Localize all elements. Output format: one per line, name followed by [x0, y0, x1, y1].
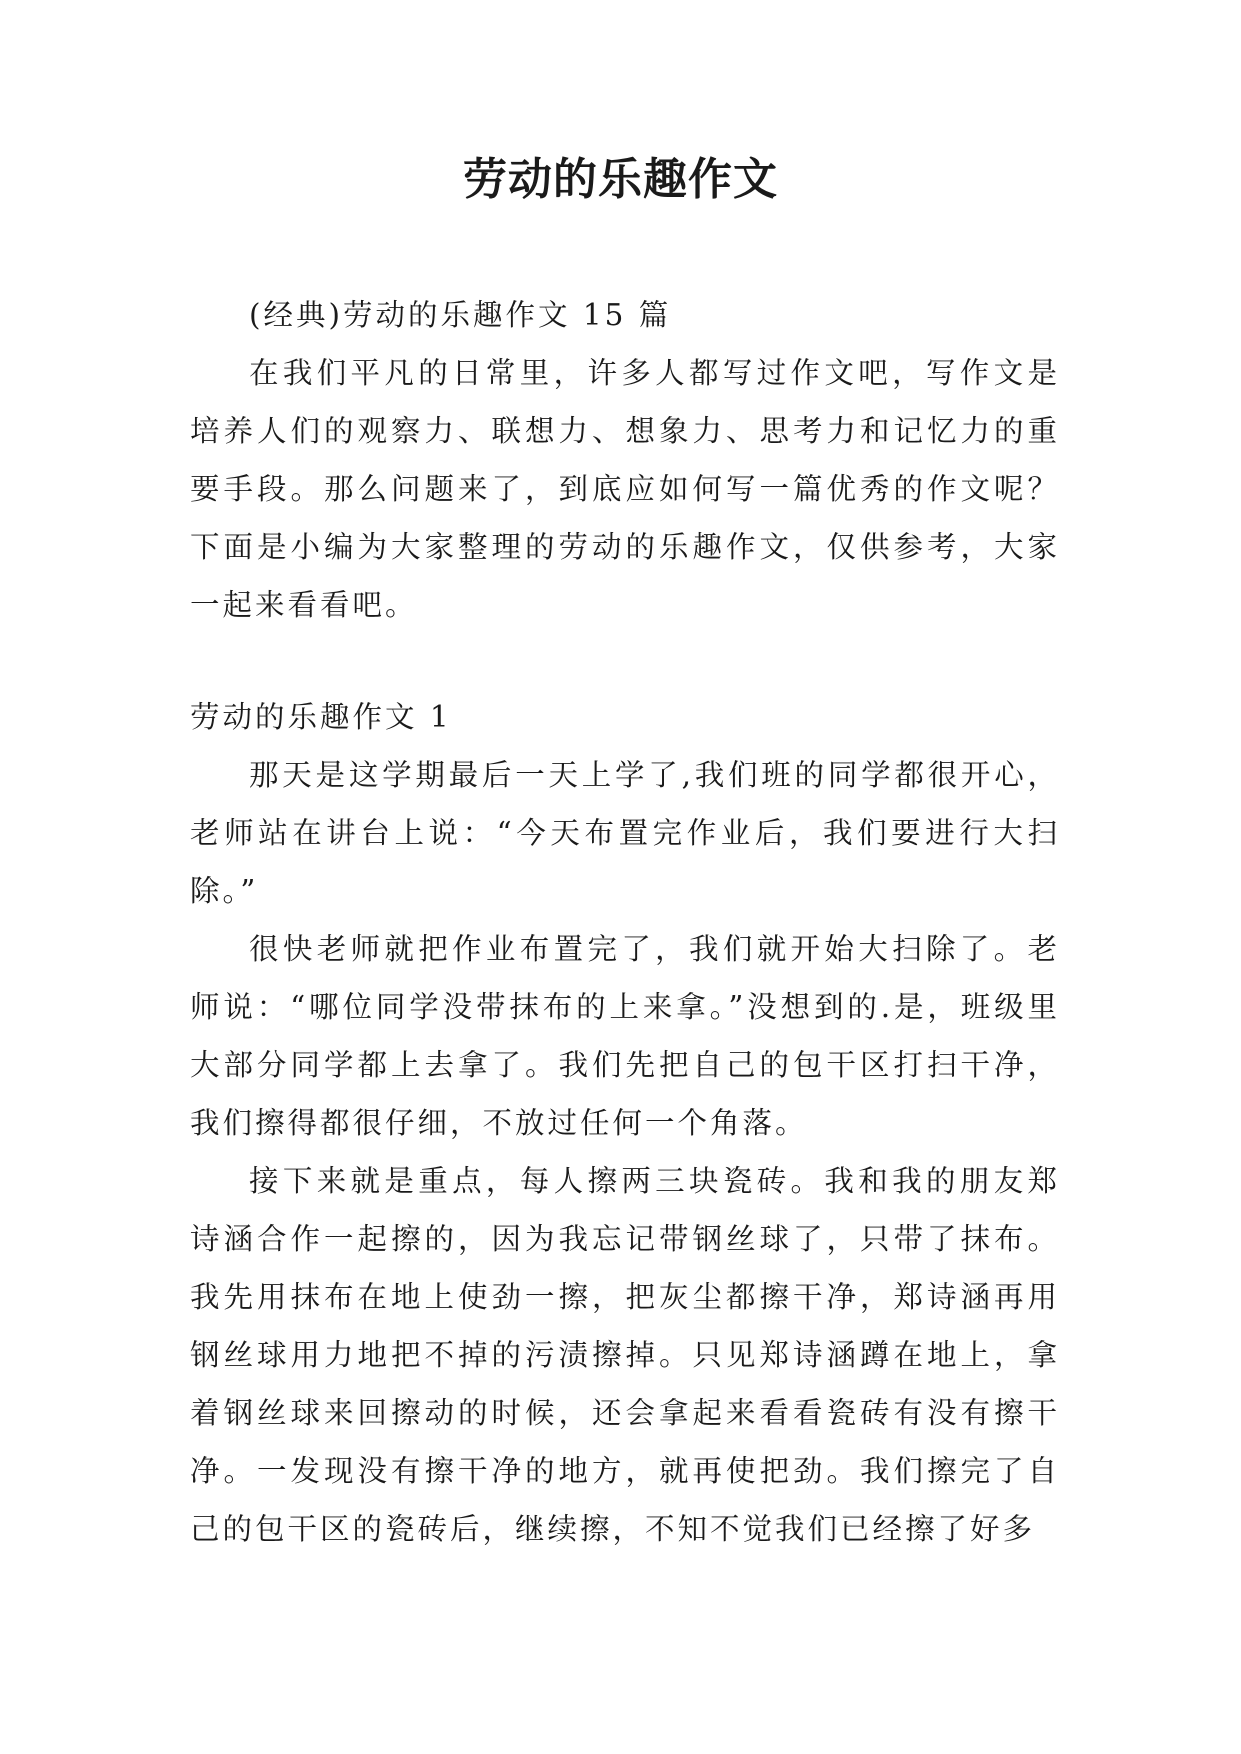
- body-paragraph-2: 很快老师就把作业布置完了，我们就开始大扫除了。老师说：“哪位同学没带抹布的上来拿。”没想到的.是，班级里大部分同学都上去拿了。我们先把自己的包干区打扫干净，我们擦得都很仔细，不放过任何一个角落。: [190, 932, 1060, 1140]
- intro-block: [190, 344, 1060, 634]
- intro-paragraph: 在我们平凡的日常里，许多人都写过作文吧，写作文是培养人们的观察力、联想力、想象力、思考力和记忆力的重要手段。那么问题来了，到底应如何写一篇优秀的作文呢？下面是小编为大家整理的劳动的乐趣作文，仅供参考，大家一起来看看吧。: [190, 356, 1060, 622]
- document-subtitle: [190, 286, 1060, 344]
- document-title: 劳动的乐趣作文: [463, 154, 778, 205]
- body-paragraph-1: 那天是这学期最后一天上学了,我们班的同学都很开心，老师站在讲台上说：“今天布置完作业后，我们要进行大扫除。”: [190, 758, 1060, 908]
- section-body: [190, 746, 1060, 1558]
- subtitle-text: (经典)劳动的乐趣作文 15 篇: [249, 298, 672, 332]
- body-paragraph-3: 接下来就是重点，每人擦两三块瓷砖。我和我的朋友郑诗涵合作一起擦的，因为我忘记带钢丝球了，只带了抹布。我先用抹布在地上使劲一擦，把灰尘都擦干净，郑诗涵再用钢丝球用力地把不掉的污渍擦掉。只见郑诗涵蹲在地上，拿着钢丝球来回擦动的时候，还会拿起来看看瓷砖有没有擦干净。一发现没有擦干净的地方，就再使把劲。我们擦完了自己的包干区的瓷砖后，继续擦，不知不觉我们已经擦了好多: [190, 1164, 1060, 1546]
- section-heading: 劳动的乐趣作文 1: [190, 700, 452, 734]
- section-heading-block: [190, 688, 1060, 746]
